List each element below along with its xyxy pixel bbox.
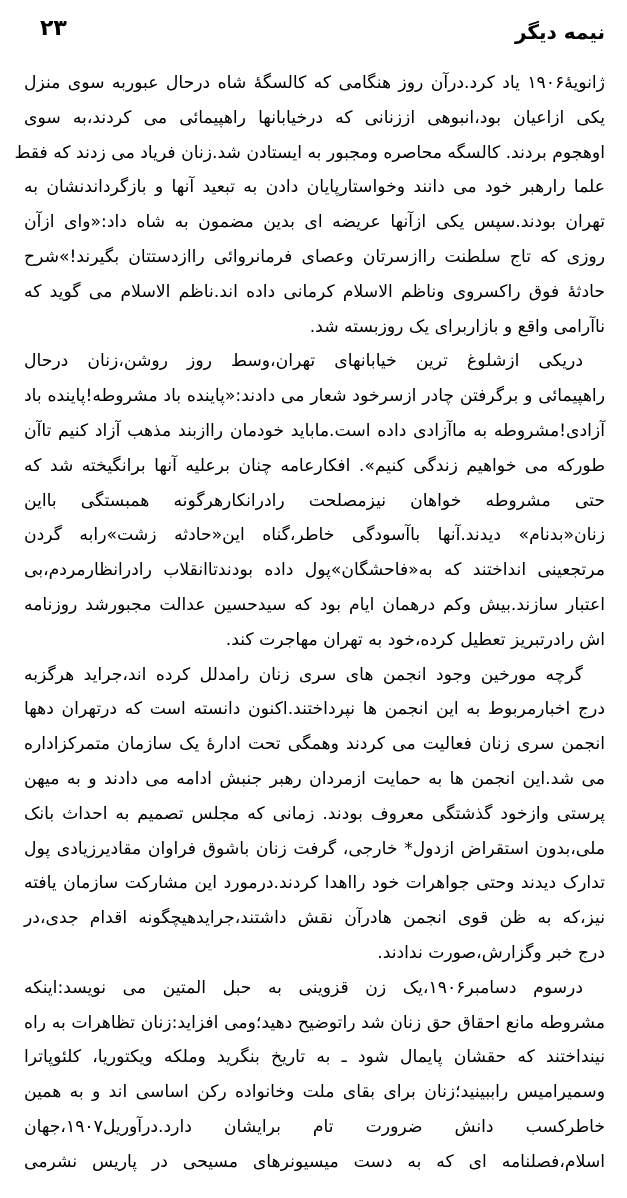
text-line: یکی ازاعیان بود،انبوهی اززنانی که درخیابانها راهپیمائی می کردند،به سوی <box>24 107 605 128</box>
text-line: خاطرکسب دانش ضرورت تام برایشان دارد.درآوریل۱۹۰۷،جهان <box>24 1116 605 1137</box>
text-line: حادثهٔ فوق راکسروی وناظم الاسلام کرمانی داده اند.ناظم الاسلام می گوید که <box>24 281 605 302</box>
text-line: دریکی ازشلوغ ترین خیابانهای تهران،وسط روز روشن،زنان درحال <box>24 351 583 372</box>
text-line: اعتبار سازند.بیش وکم درهمان ایام بود که سیدحسین عدالت مجبورشد روزنامه <box>24 594 605 615</box>
page-number: ۲۳ <box>40 16 67 41</box>
text-line: آزادی!مشروطه به ماآزادی داده است.ماباید خودمان راازبند مذهب آزاد کنیم تاآن <box>24 420 605 441</box>
text-line: اش رادرتبریز تعطیل کرده،خود به تهران مهاجرت کند. <box>225 629 605 650</box>
text-line: گرچه مورخین وجود انجمن های سری زنان رامدلل کرده اند،جراید هرگزبه <box>24 664 583 685</box>
text-line: ناآرامی واقع و بازاربرای یک روزبسته شد. <box>309 316 605 337</box>
text-line: ژانویهٔ۱۹۰۶ یاد کرد.درآن روز هنگامی که کالسگهٔ شاه درحال عبوربه سوی منزل <box>24 73 605 93</box>
text-line: درج اخبارمربوط به این انجمن ها نپرداختند.اکنون دانسته است که درتهران دهها <box>24 699 605 720</box>
text-line: انجمن سری زنان فعالیت می کردند وهمگی تحت ادارهٔ یک سازمان متمرکزاداره <box>24 734 605 755</box>
text-line: زنان«بدنام» دیدند.آنها باآسودگی خاطر،گناه این«حادثه زشت»رابه گردن <box>24 525 605 546</box>
text-line: طورکه می خواهیم زندگی کنیم». افکارعامه چنان برعلیه آنها برانگیخته شد که <box>24 455 605 476</box>
text-line: علما رارهبر خود می دانند وخواستارپایان دادن به تبعید آنها و بازگرداندنشان به <box>24 177 605 198</box>
text-line: مشروطه مانع احقاق حق زنان شد راتوضیح دهید؛ومی افزاید:زنان تظاهرات به راه <box>24 1012 605 1033</box>
text-line: درسوم دسامبر۱۹۰۶،یک زن قزوینی به حبل المتین می نویسد:اینکه <box>24 977 583 998</box>
text-line: پرستی وازخود گذشتگی معروف بودند. زمانی که مجلس تصمیم به احداث بانک <box>24 803 605 824</box>
body-text <box>14 66 605 1180</box>
text-line: ملی،بدون استقراض ازدول* خارجی، گرفت زنان باشوق فراوان مقادیرزیادی پول <box>24 838 605 859</box>
text-line: اوهجوم بردند. کالسگه محاصره ومجبور به ایستادن شد.زنان فریاد می زدند که فقط <box>14 142 605 163</box>
text-line: درج خبر وگزارش،صورت ندادند. <box>377 942 605 963</box>
text-line: راهپیمائی و برگرفتن چادر ازسرخود شعار می دادند:«پاینده باد مشروطه!پاینده باد <box>24 386 605 407</box>
text-line: نیز،که به ظن قوی انجمن هادرآن نقش داشتند،جرایدهیچگونه اقدام جدی،در <box>24 908 605 929</box>
text-line: حتی مشروطه خواهان نیزمصلحت رادرانکارهرگونه همبستگی بااین <box>24 490 605 511</box>
text-line: نینداختند که حقشان پایمال شود ـ به تاریخ بنگرید وملکه ویکتوریا، کلئوپاترا <box>24 1047 605 1068</box>
text-line: تدارک دیدند وحتی جواهرات خود رااهدا کردند.درمورد این مشارکت سازمان یافته <box>24 873 605 894</box>
text-line: اسلام،فصلنامه ای که به دست میسیونرهای مسیحی در پاریس نشرمی <box>24 1151 605 1172</box>
text-line: مرتجعینی انداختند که به«فاحشگان»پول داده بودندتاانقلاب رادرانظارمردم،بی <box>24 560 605 581</box>
text-line: وسمیرامیس راببینید؛زنان برای بقای ملت وخانواده رکن اساسی اند و به همین <box>24 1082 605 1103</box>
text-line: می شد.این انجمن ها به حمایت ازمردان رهبر جنبش ادامه می دادند و به میهن <box>24 768 605 789</box>
running-title: نیمه دیگر <box>514 20 605 44</box>
text-line: روزی که تاج سلطنت راازسرتان وعصای فرمانروائی راازدستتان بگیرند!»شرح <box>24 246 605 267</box>
text-line: تهران بودند.سپس یکی ازآنها عریضه ای بدین مضمون به شاه داد:«وای ازآن <box>24 212 605 233</box>
